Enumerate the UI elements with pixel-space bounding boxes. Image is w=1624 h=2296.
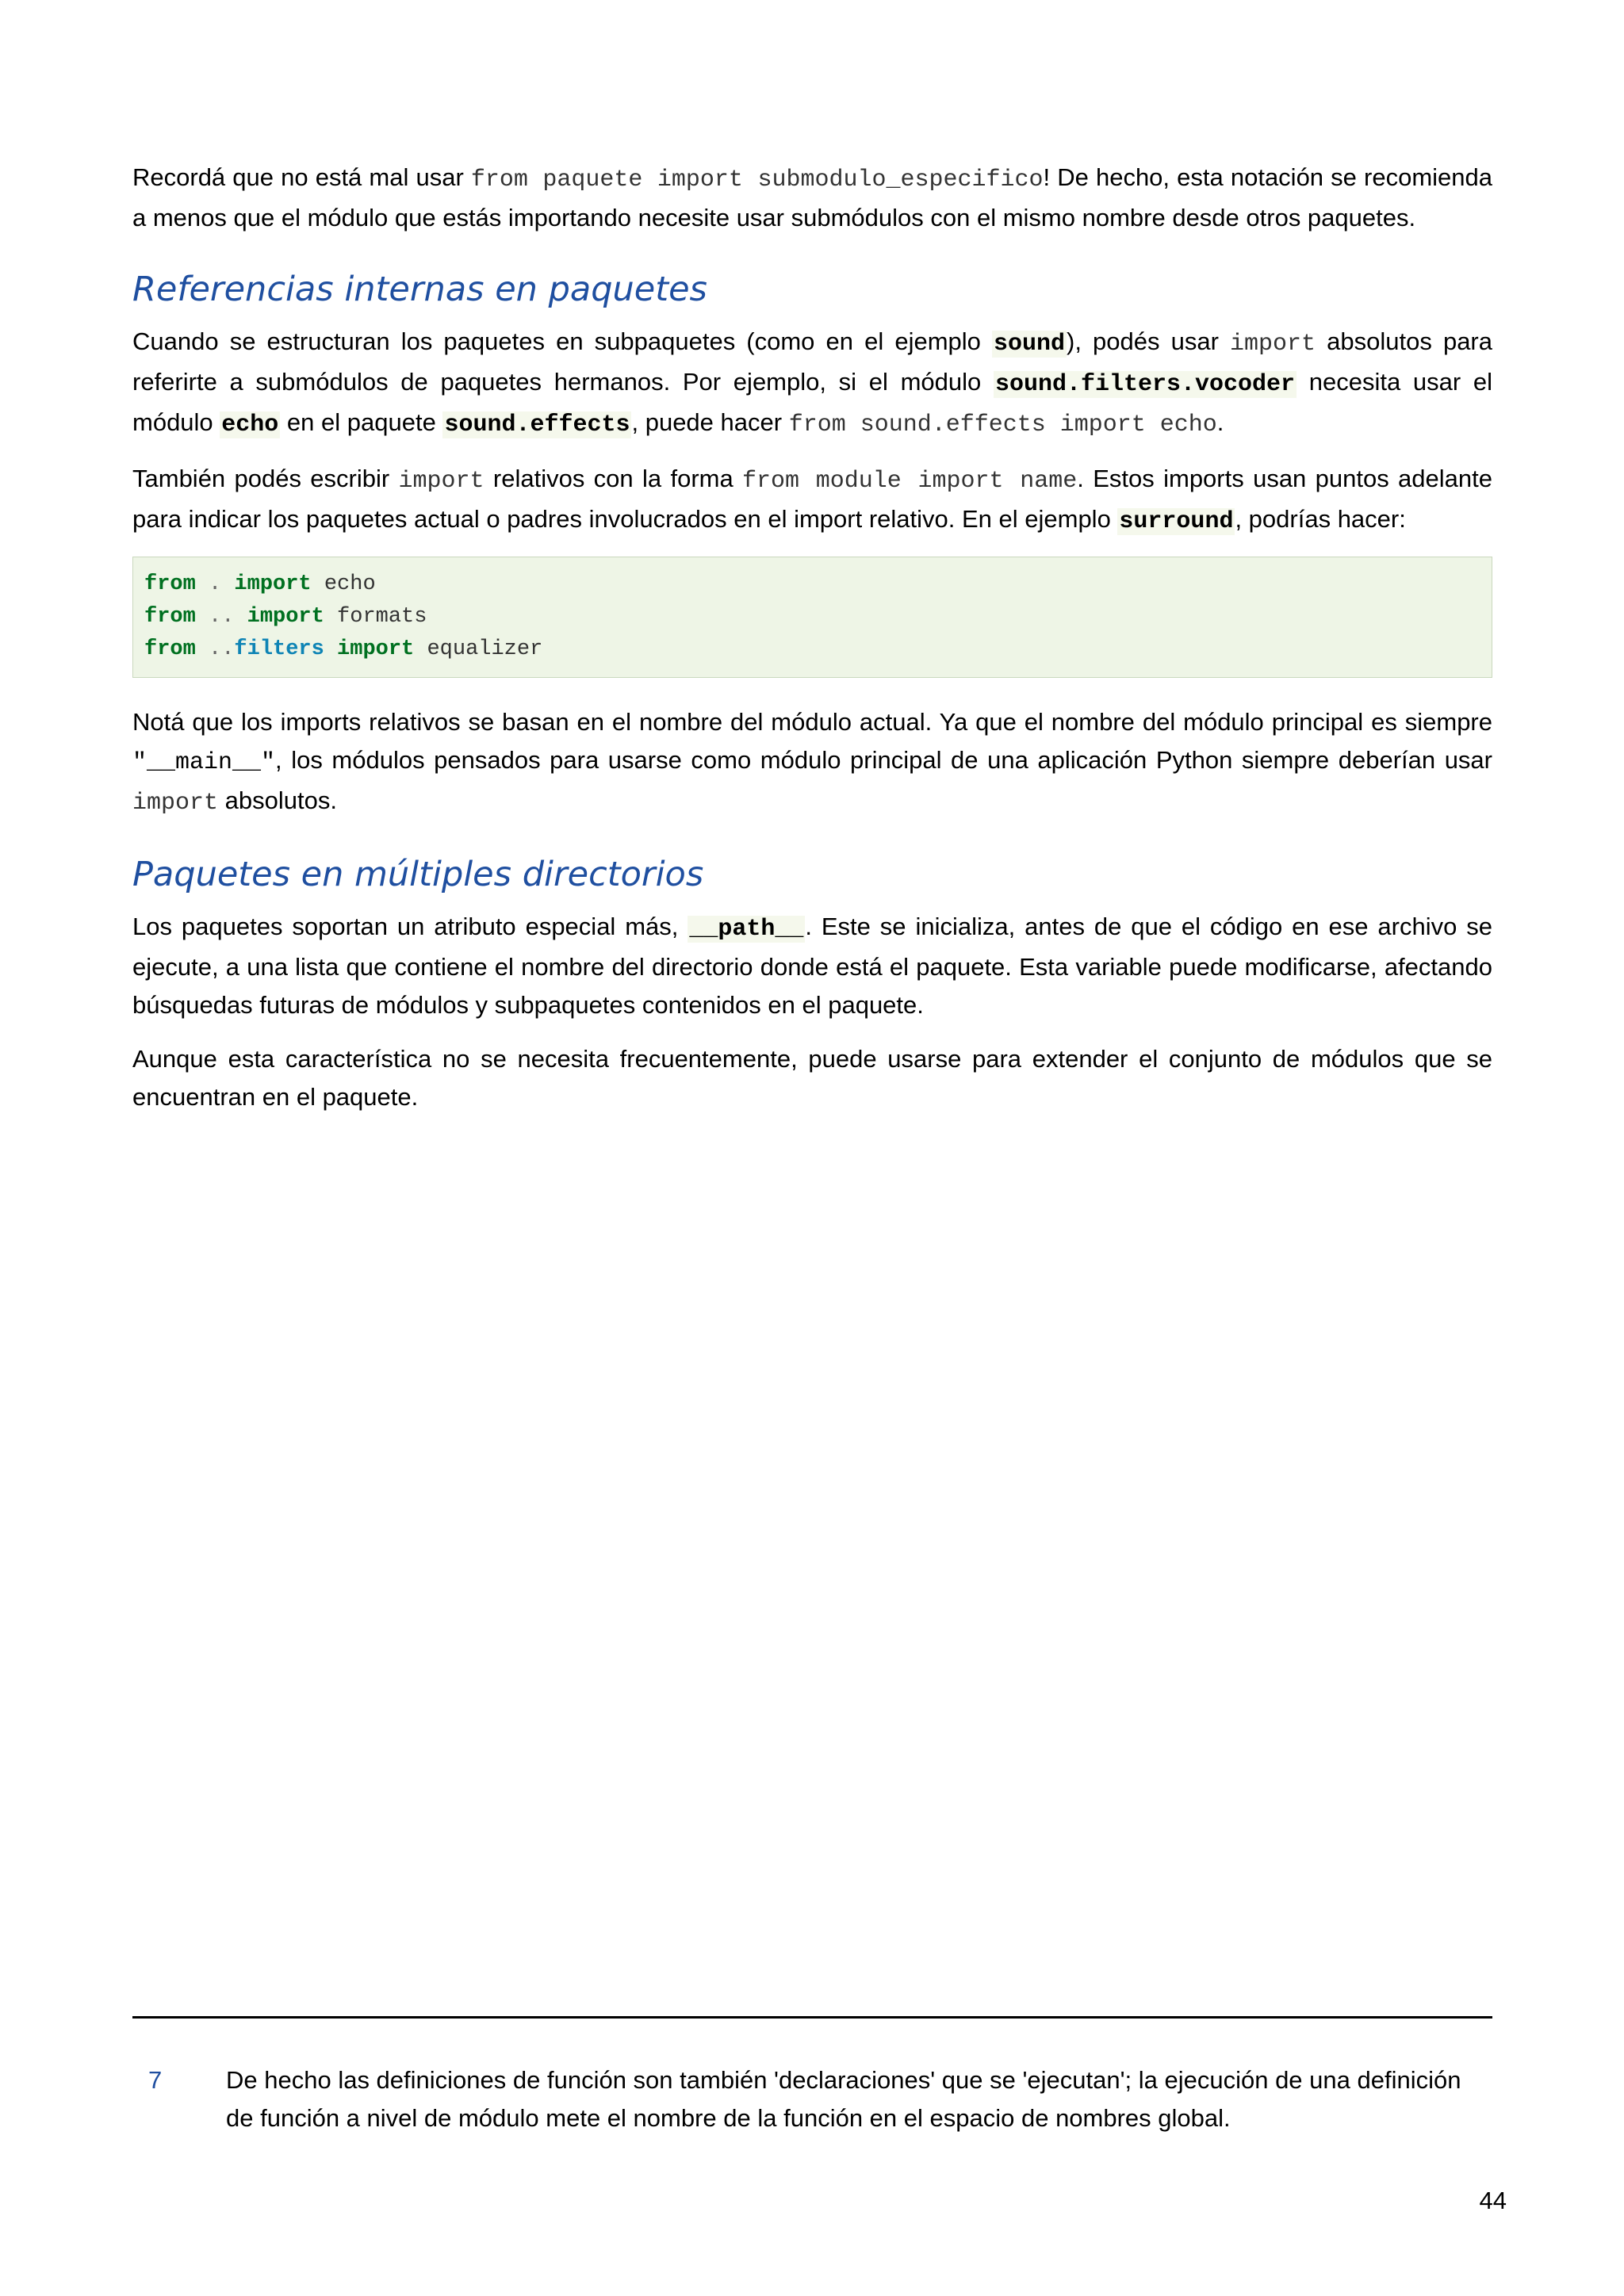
inline-code-ref: sound.filters.vocoder [994, 371, 1296, 398]
keyword: from [144, 637, 196, 661]
text: . Este se inicializa, antes de que el código en ese archivo se ejecute, a una lista que contiene el nombre del directorio donde está el paquete. Esta variable puede modificarse, afectando búsquedas futuras de módulos y subpaquetes contenidos en el paquete. [132, 913, 1492, 1019]
inline-code: from module import name [742, 468, 1078, 495]
text: necesita usar el módulo [132, 368, 1493, 436]
text: . [1216, 408, 1224, 436]
text: absolutos. [218, 786, 337, 814]
module-name: filters [234, 637, 324, 661]
keyword: import [234, 572, 312, 596]
code-block [132, 557, 1492, 678]
text: , puede hacer [631, 408, 789, 436]
keyword: import [337, 637, 415, 661]
text: relativos con la forma [484, 465, 743, 492]
inline-code: import [132, 790, 219, 817]
footnote-divider [132, 2016, 1492, 2019]
paragraph-extend-modules [132, 1040, 1492, 1116]
paragraph-absolute-imports [132, 323, 1492, 444]
text: ! De hecho, esta notación se recomienda a menos que el módulo que estás importando necesite usar submódulos con el mismo nombre desde otros paquetes. [132, 163, 1492, 232]
intro-paragraph [132, 159, 1492, 237]
inline-code: import [398, 468, 485, 495]
text: Cuando se estructuran los paquetes en subpaquetes (como en el ejemplo [132, 327, 992, 355]
paragraph-main-module [132, 703, 1492, 822]
keyword: from [144, 605, 196, 629]
module-operator: .. [209, 637, 235, 661]
text: ), podés usar [1067, 327, 1231, 355]
inline-code-ref: __path__ [689, 916, 804, 943]
text: en el paquete [280, 408, 443, 436]
inline-code: from paquete import submodulo_especifico [470, 166, 1044, 193]
imported-name: equalizer [427, 637, 543, 661]
footnote-number[interactable]: 7 [148, 2066, 163, 2094]
inline-code-ref: sound [994, 331, 1066, 358]
inline-code-ref: surround [1119, 508, 1234, 535]
text: Los paquetes soportan un atributo especial más, [132, 913, 688, 940]
code-line [144, 601, 1480, 633]
imported-name: formats [337, 605, 427, 629]
text: , los módulos pensados para usarse como módulo principal de una aplicación Python siempre deberían usar [275, 746, 1492, 774]
section-heading-referencias-internas: Referencias internas en paquetes [132, 270, 707, 309]
inline-code-string: "__main__" [132, 749, 276, 776]
text: Recordá que no está mal usar [132, 163, 471, 191]
keyword: from [144, 572, 196, 596]
inline-code-ref: sound.effects [444, 411, 630, 438]
text: absolutos para referirte a submódulos de paquetes hermanos. Por ejemplo, si el módulo [132, 327, 1492, 396]
inline-code-ref: echo [221, 411, 279, 438]
page-number: 44 [1479, 2187, 1507, 2214]
inline-code: import [1230, 331, 1316, 358]
text: Aunque esta característica no se necesita frecuentemente, puede usarse para extender el conjunto de módulos que se encuentran en el paquete. [132, 1045, 1492, 1111]
footnote-text: De hecho las definiciones de función son también 'declaraciones' que se 'ejecutan'; la ejecución de una definición de función a nivel de módulo mete el nombre de la función en el espacio de nombres global. [226, 2066, 1461, 2132]
imported-name: echo [324, 572, 376, 596]
keyword: import [247, 605, 324, 629]
code-line [144, 568, 1480, 601]
text: , podrías hacer: [1235, 505, 1406, 533]
module-operator: . [209, 572, 222, 596]
paragraph-relative-imports [132, 460, 1492, 541]
module-operator: .. [209, 605, 235, 629]
text: También podés escribir [132, 465, 399, 492]
code-line [144, 633, 1480, 666]
inline-code: from sound.effects import echo [788, 411, 1217, 438]
paragraph-path-attribute [132, 908, 1492, 1024]
section-heading-paquetes-multiples: Paquetes en múltiples directorios [132, 855, 704, 894]
page-content [132, 159, 1492, 1132]
text: . Estos imports usan puntos adelante para indicar los paquetes actual o padres involucrados en el import relativo. En el ejemplo [132, 465, 1492, 533]
text: Notá que los imports relativos se basan en el nombre del módulo actual. Ya que el nombre del módulo principal es siempre [132, 708, 1492, 736]
